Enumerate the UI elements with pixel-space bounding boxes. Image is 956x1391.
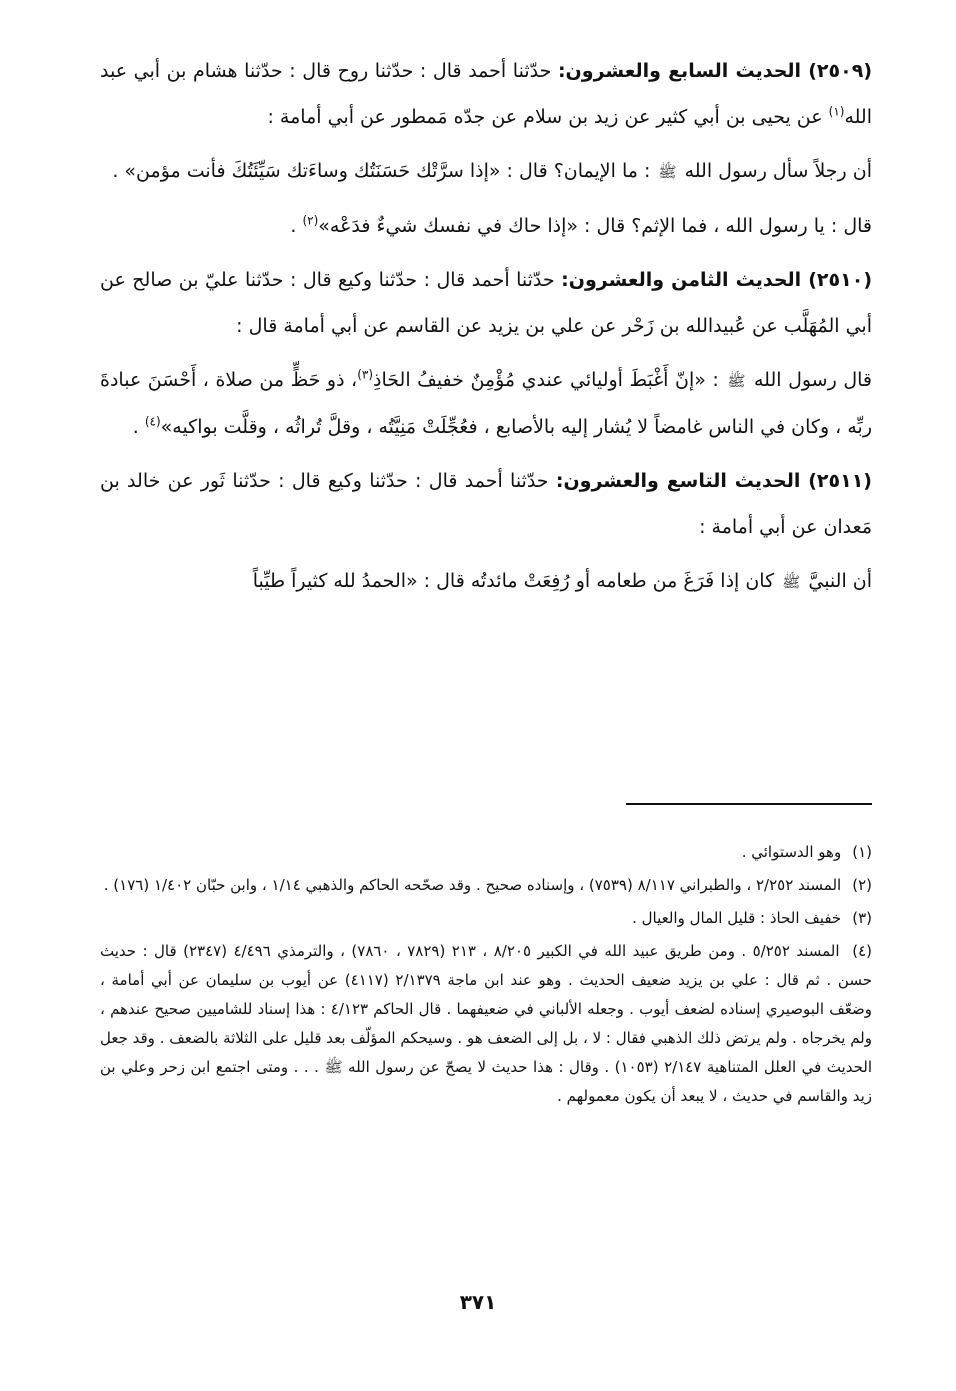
hadith-2510-matn (100, 357, 872, 450)
page-body (100, 48, 872, 613)
footnote-number: (١) (852, 843, 872, 861)
matn-text: : «إنّ أَغْبَطَ أوليائي عندي مُؤْمِنٌ خفيفُ الحَاذِ (373, 369, 726, 391)
footnote-ref[interactable]: (٤) (144, 414, 161, 429)
main-text (100, 48, 872, 605)
footnote-divider (626, 803, 872, 805)
isnad-text: عن يحيى بن أبي كثير عن زيد بن سلام عن جدّه مَمطور عن أبي أمامة : (267, 106, 829, 128)
footnote-ref[interactable]: (٢) (302, 213, 319, 228)
footnote-ref[interactable]: (٣) (357, 367, 374, 382)
footnote-text: خفيف الحاذ : قليل المال والعيال . (632, 909, 842, 927)
matn-text: ، ذو حَظٍّ من صلاة ، أَحْسَنَ عبادةَ ربِّه ، وكان في الناس غامضاً لا يُشار إليه بالأصابع ، فعُجِّلَتْ مَنِيَّتُه ، وقلَّ تُراثُه ، وقلَّت بواكيه» (100, 369, 872, 438)
isnad-text: حدّثنا أحمد قال : حدّثنا وكيع قال : حدّثنا عليّ بن صالح عن أبي المُهَلَّب عن عُبيدالله بن زَحْر عن علي بن يزيد عن القاسم عن أبي أمامة قال : (100, 269, 872, 337)
footnotes (100, 838, 872, 1115)
isnad-text: حدّثنا أحمد قال : حدّثنا روح قال : حدّثنا هشام بن أبي عبد الله (100, 60, 872, 128)
hadith-2510-isnad (100, 257, 872, 349)
footnote-number: (٢) (852, 876, 872, 894)
hadith-2509-isnad (100, 48, 872, 140)
matn-text: أن رجلاً سأل رسول الله (678, 160, 872, 182)
hadith-heading: (٢٥١٠) الحديث الثامن والعشرون: (561, 269, 872, 291)
matn-text: : ما الإيمان؟ قال : «إذا سرَّتْك حَسَنَتُك وساءَتك سَيِّئَتُكَ فأنت مؤمن» . (112, 160, 657, 182)
salawat-icon: ﷺ (782, 573, 801, 591)
matn-text: . (290, 215, 303, 237)
hadith-heading: (٢٥٠٩) الحديث السابع والعشرون: (557, 60, 872, 82)
hadith-2509-matn-2 (100, 203, 872, 249)
matn-text: قال رسول الله (747, 369, 872, 391)
footnote-text: وهو الدستوائي . (741, 843, 842, 861)
salawat-icon: ﷺ (727, 372, 746, 390)
matn-text: كان إذا فَرَغَ من طعامه أو رُفِعَتْ مائدتُه قال : «الحمدُ لله كثيراً طيِّباً (252, 570, 781, 592)
hadith-2511-matn (100, 558, 872, 605)
footnote-text: المسند ٢/٢٥٢ ، والطبراني ٨/١١٧ (٧٥٣٩) ، وإسناده صحيح . وقد صحّحه الحاكم والذهبي ١/١٤ ، وابن حبّان ١/٤٠٢ (١٧٦) . (103, 876, 842, 894)
hadith-2509-matn (100, 148, 872, 195)
footnote-text: المسند ٥/٢٥٢ . ومن طريق عبيد الله في الكبير ٨/٢٠٥ ، ٢١٣ (٧٨٢٩ ، ٧٨٦٠) ، والترمذي ٤/٤٩٦ (٢٣٤٧) قال : حديث حسن . ثم قال : علي بن يزيد ضعيف الحديث . وهو عند ابن ماجة ٢/١٣٧٩ (٤١١٧) عن أيوب بن سليمان عن أبي أمامة ، وضعّف البوصيري إسناده لضعف أيوب . وجعله الألباني في ضعيفهما . قال الحاكم ٤/١٢٣ : هذا إسناد للشاميين صحيح عندهم ، ولم يخرجاه . ولم يرتض ذلك الذهبي فقال : لا ، بل إلى الضعف هو . وسيحكم المؤلّف بعد قليل على الثلاثة بالضعف . وقد جعل الحديث في العلل المتناهية ٢/١٤٧ (١٠٥٣) . وقال : هذا حديث لا يصحّ عن رسول الله ﷺ . . . ومتى اجتمع ابن زحر وعلي بن زيد والقاسم في حديث ، لا يبعد أن يكون معمولهم . (100, 942, 872, 1105)
isnad-text: حدّثنا أحمد قال : حدّثنا وكيع قال : حدّثنا ثَور عن خالد بن مَعدان عن أبي أمامة : (100, 470, 872, 538)
matn-text: أن النبيَّ (802, 570, 872, 592)
footnote-item (100, 937, 872, 1111)
footnote-ref[interactable]: (١) (828, 104, 845, 119)
salawat-icon: ﷺ (658, 163, 677, 181)
footnote-item (100, 871, 872, 900)
footnote-number: (٣) (852, 909, 872, 927)
page-number: ٣٧١ (459, 1290, 497, 1314)
matn-text: قال : يا رسول الله ، فما الإثم؟ قال : «إذا حاك في نفسك شيءٌ فدَعْه» (318, 215, 872, 237)
footnote-item (100, 904, 872, 933)
matn-text: . (132, 416, 145, 438)
hadith-heading: (٢٥١١) الحديث التاسع والعشرون: (555, 470, 872, 492)
footnote-item (100, 838, 872, 867)
footnote-number: (٤) (852, 942, 872, 960)
hadith-2511-isnad (100, 458, 872, 550)
